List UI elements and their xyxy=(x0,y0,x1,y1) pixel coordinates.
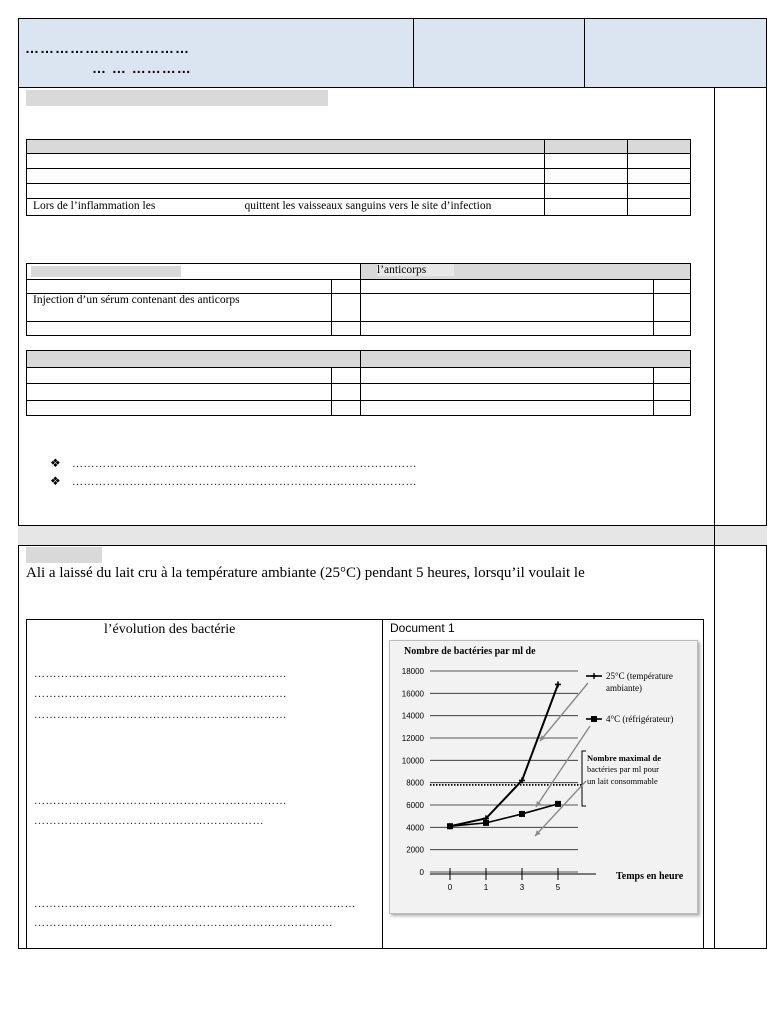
y-tick-label: 12000 xyxy=(401,734,424,743)
exercise-intro: Ali a laissé du lait cru à la température ambiante (25°C) pendant 5 heures, lorsqu’il voulait le xyxy=(26,565,585,581)
table3-header-left xyxy=(27,351,361,368)
data-point xyxy=(519,811,525,817)
table-row xyxy=(27,294,691,322)
threshold-bracket xyxy=(582,751,586,806)
table-row xyxy=(27,280,691,294)
table1-header-cell xyxy=(27,140,545,154)
table2-header-right xyxy=(361,264,691,280)
table-row xyxy=(27,184,691,199)
y-tick-label: 14000 xyxy=(401,711,424,721)
table-row xyxy=(27,140,691,154)
diamond-bullet-icon: ❖ xyxy=(50,474,61,488)
header-right-cell xyxy=(584,18,767,88)
answer-dots[interactable]: ………………………………………………………… xyxy=(34,795,287,807)
x-tick-label: 1 xyxy=(483,883,489,892)
x-tick-label: 5 xyxy=(555,883,561,892)
frame-left xyxy=(18,88,19,948)
table-row xyxy=(27,169,691,184)
table2-header-left xyxy=(27,264,361,280)
chart-title: Nombre de bactéries par ml de xyxy=(404,646,536,657)
document-label: Document 1 xyxy=(390,621,455,635)
legend-marker-4c xyxy=(591,716,597,722)
table1-statement: Lors de l’inflammation les quittent les vaisseaux sanguins vers le site d’infection xyxy=(27,199,545,216)
table2-row1-text: Injection d’un sérum contenant des anticorps xyxy=(27,294,332,322)
y-tick-label: 16000 xyxy=(401,689,424,699)
box-title: l’évolution des bactérie xyxy=(104,622,236,637)
legend-marker-25c xyxy=(591,673,597,679)
answer-cell[interactable] xyxy=(545,199,628,216)
answer-dots[interactable]: …………………………………………………… xyxy=(34,815,264,827)
y-tick-label: 18000 xyxy=(401,667,424,676)
table-row xyxy=(27,384,691,401)
threshold-label-line1: Nombre maximal de xyxy=(587,753,661,763)
table-immunity xyxy=(26,263,691,336)
header-dots-line1: …………………………… xyxy=(25,40,190,56)
chart-xlabel: Temps en heure xyxy=(616,871,684,882)
y-tick-label: 6000 xyxy=(406,801,424,810)
table-true-false xyxy=(26,139,691,216)
table-comparison xyxy=(26,350,691,416)
y-tick-label: 4000 xyxy=(406,823,424,833)
data-point xyxy=(483,820,489,826)
threshold-label-line2: bactéries par ml pour xyxy=(587,764,659,774)
data-point xyxy=(555,801,561,807)
data-point xyxy=(555,681,561,687)
threshold-label-line3: un lait consommable xyxy=(587,776,658,786)
x-tick-label: 0 xyxy=(447,883,453,892)
table-row xyxy=(27,368,691,384)
y-tick-label: 2000 xyxy=(406,845,424,855)
data-point xyxy=(447,823,453,829)
frame-inner-right xyxy=(714,88,715,948)
table1-header-cell xyxy=(545,140,628,154)
y-tick-label: 8000 xyxy=(406,778,424,788)
section-heading-bar xyxy=(26,90,328,106)
answer-line-1[interactable]: ……………………………………………………………………………… xyxy=(72,458,417,470)
answer-dots[interactable]: ………………………………………………………………………… xyxy=(34,898,356,910)
answer-cell[interactable] xyxy=(628,199,691,216)
table3-header-right xyxy=(361,351,691,368)
y-tick-label: 10000 xyxy=(401,756,424,766)
header-dots-line2: … … ………… xyxy=(92,60,192,76)
legend-label-4c: 4°C (réfrigérateur) xyxy=(606,714,674,724)
table1-header-cell xyxy=(628,140,691,154)
legend-label-25c-line1: 25°C (température xyxy=(606,671,673,681)
table-row xyxy=(27,264,691,280)
table-row xyxy=(27,199,691,216)
table-row xyxy=(27,322,691,336)
answer-dots[interactable]: ………………………………………………………… xyxy=(34,709,287,721)
section-separator xyxy=(18,525,767,546)
legend-label-25c-line2: ambiante) xyxy=(606,683,642,693)
answer-line-2[interactable]: ……………………………………………………………………………… xyxy=(72,476,417,488)
exercise-label-bar xyxy=(26,547,102,563)
table-row xyxy=(27,351,691,368)
answer-dots[interactable]: ………………………………………………………… xyxy=(34,688,287,700)
answer-dots[interactable]: ………………………………………………………… xyxy=(34,668,287,680)
diamond-bullet-icon: ❖ xyxy=(50,456,61,470)
x-tick-label: 3 xyxy=(519,883,525,892)
separator-divider xyxy=(714,525,715,546)
document-box-divider xyxy=(382,619,383,949)
frame-right xyxy=(766,88,767,948)
bacteria-growth-chart xyxy=(390,641,697,913)
header-middle-cell xyxy=(413,18,585,88)
table2-header-right-label: l’anticorps xyxy=(377,264,454,276)
answer-dots[interactable]: …………………………………………………………………… xyxy=(34,917,333,929)
table-row xyxy=(27,154,691,169)
y-tick-label: 0 xyxy=(419,868,424,877)
table-row xyxy=(27,401,691,416)
chart-panel xyxy=(389,640,698,914)
redacted-bar xyxy=(31,266,181,277)
